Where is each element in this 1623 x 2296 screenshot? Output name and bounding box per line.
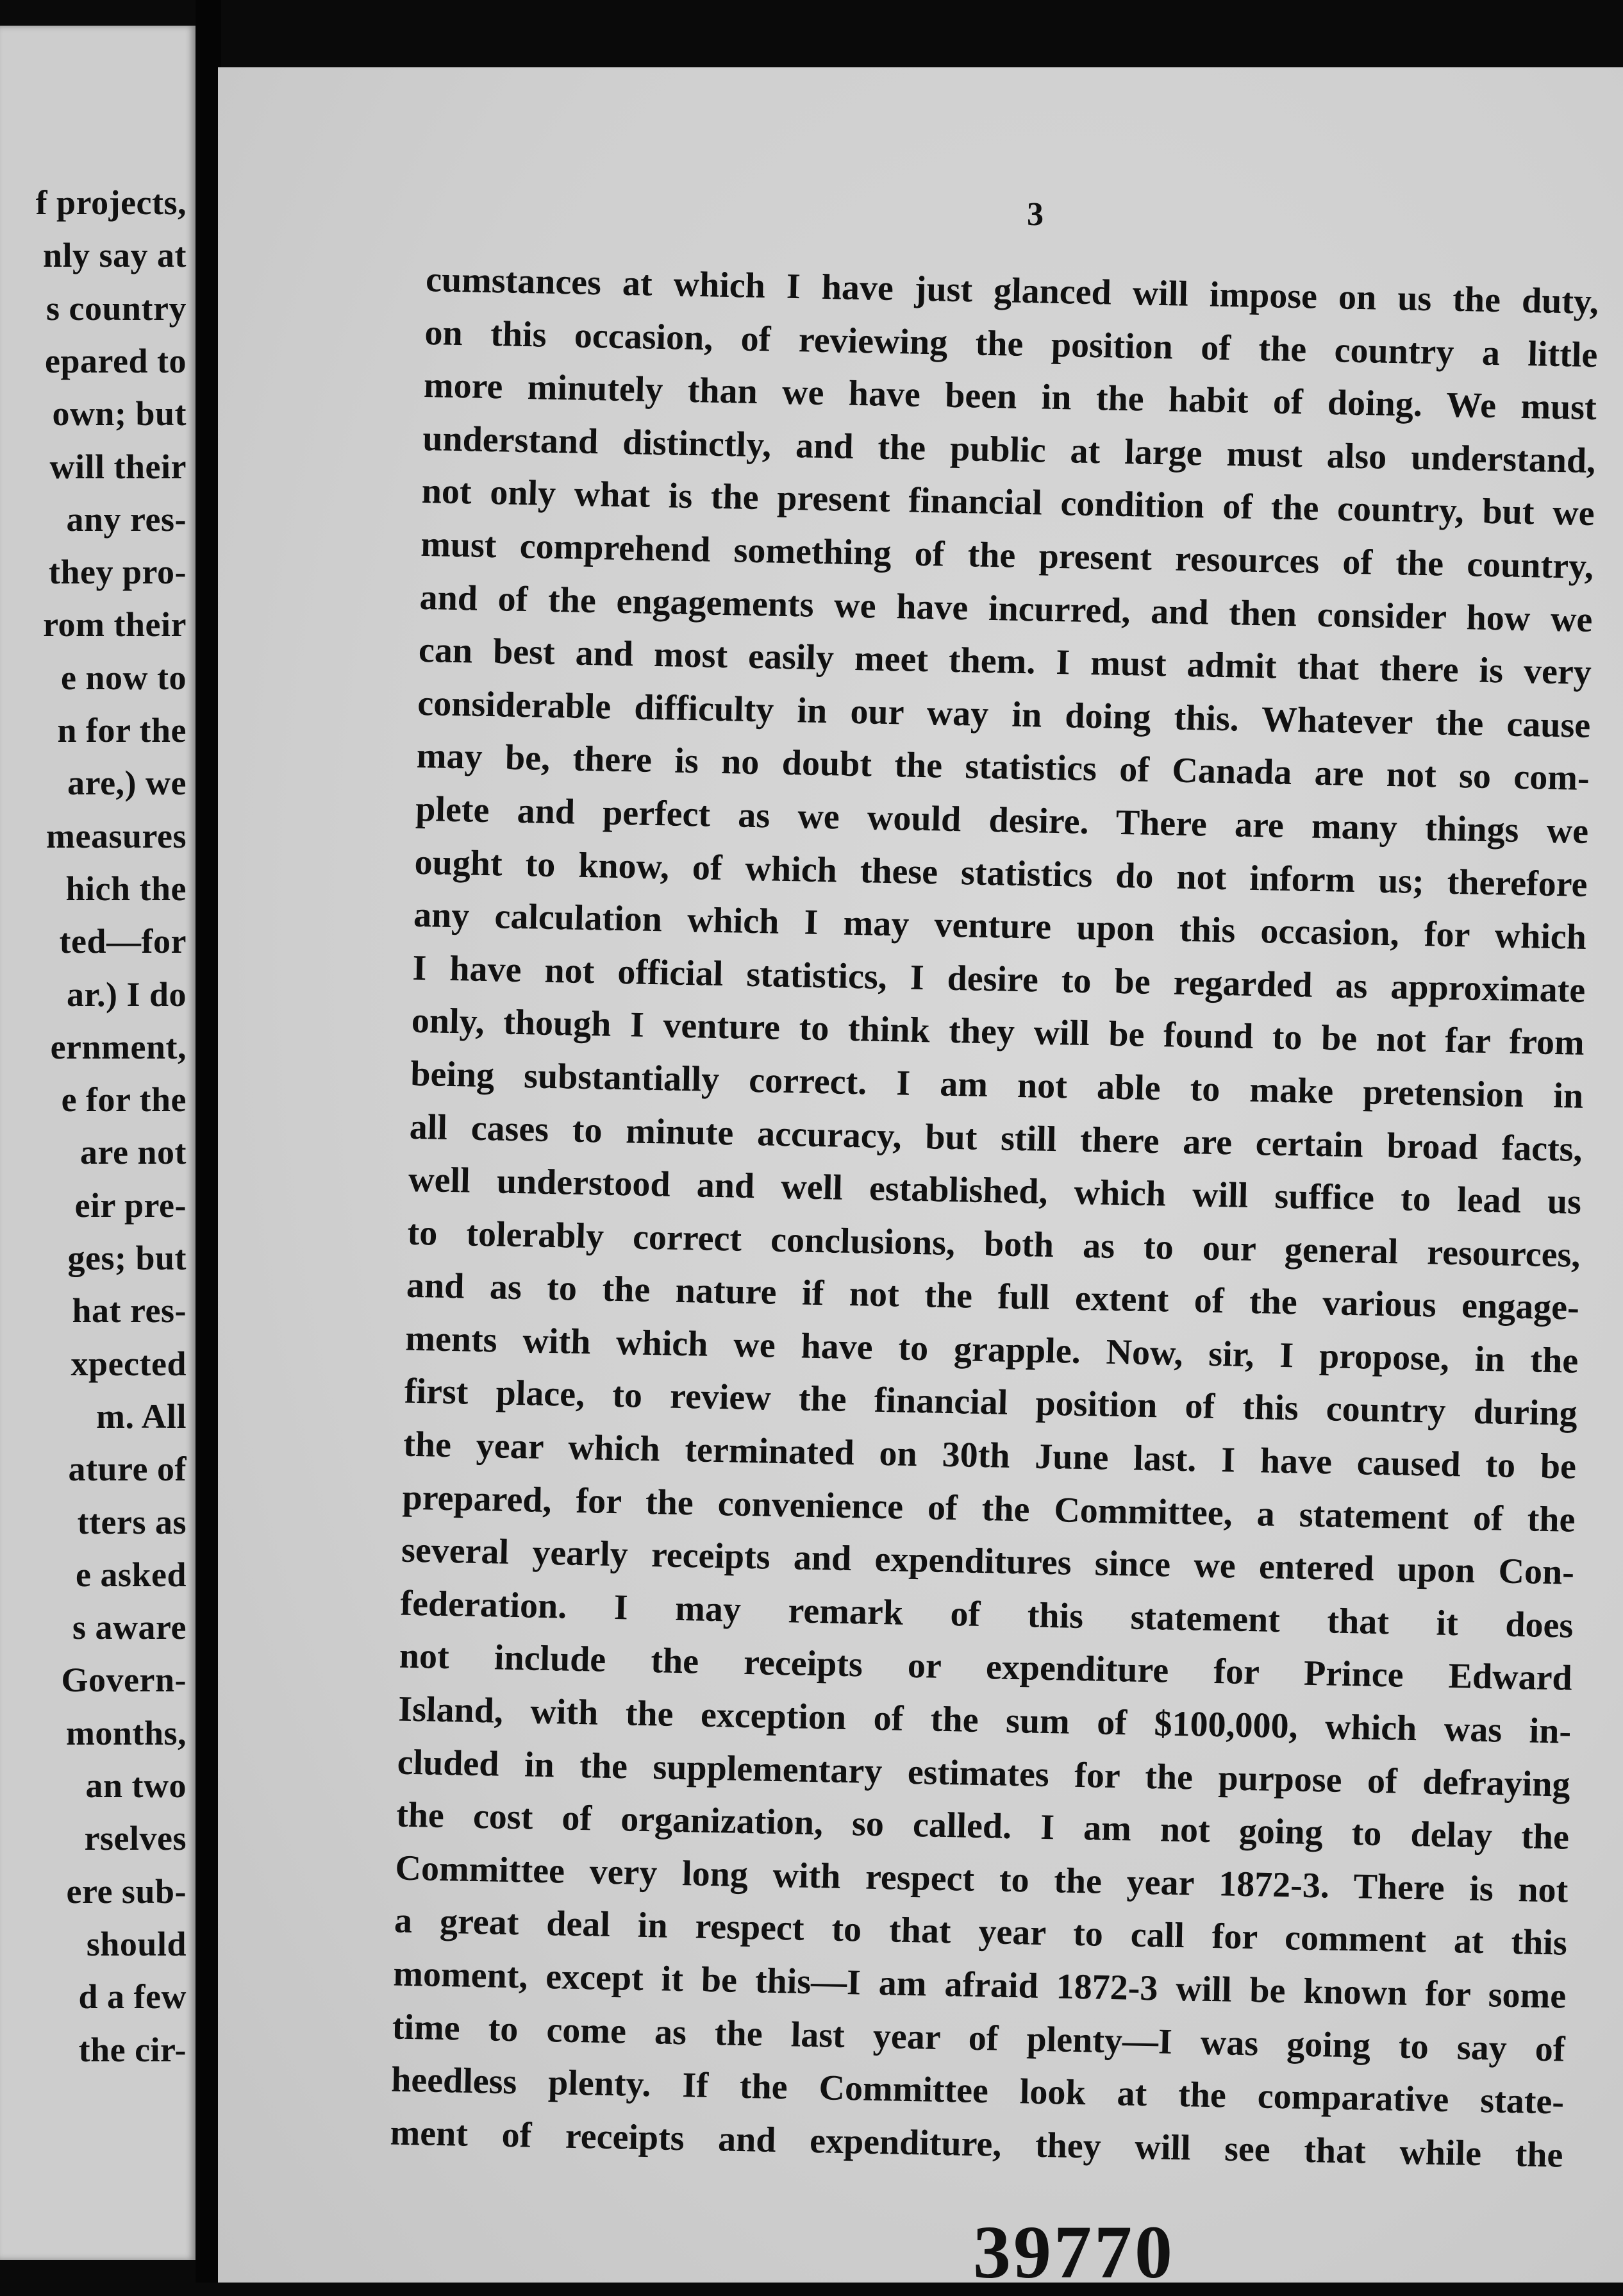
text-line: several yearly receipts and expenditures since we entered upon Con- <box>401 1530 1575 1593</box>
text-line: federation. I may remark of this statement that it does <box>399 1583 1574 1646</box>
left-page-fragment: n for the <box>57 711 187 750</box>
archive-stamp-number: 39770 <box>973 2210 1175 2294</box>
text-line: prepared, for the convenience of the Committee, a statement of the <box>402 1477 1576 1540</box>
book-spine <box>196 0 221 2283</box>
left-page-fragment: ature of <box>68 1450 187 1489</box>
left-page-fragment: e now to <box>61 658 187 697</box>
left-page-fragment: the cir- <box>78 2030 187 2069</box>
left-page-fragment: should <box>86 1924 187 1963</box>
left-page-fragment: Govern- <box>61 1661 187 1700</box>
text-line: Committee very long with respect to the year 1872-3. There is not <box>395 1848 1569 1911</box>
left-page-fragment: they pro- <box>49 553 187 592</box>
left-page-fragment: hat res- <box>72 1291 187 1330</box>
text-line: and as to the nature if not the full extent of the various engage- <box>406 1265 1580 1328</box>
text-line: well understood and well established, which will suffice to lead us <box>408 1159 1582 1222</box>
text-line: considerable difficulty in our way in doing this. Whatever the cause <box>417 683 1591 746</box>
text-line: to tolerably correct conclusions, both as to our general resources, <box>407 1212 1581 1275</box>
left-page-fragment: e for the <box>61 1080 187 1119</box>
page-number: 3 <box>1027 196 1044 233</box>
left-page-fragment: d a few <box>78 1977 187 2016</box>
text-line: not include the receipts or expenditure for Prince Edward <box>399 1636 1573 1699</box>
left-page-fragment: tters as <box>77 1502 187 1541</box>
text-line: I have not official statistics, I desire to be regarded as approximate <box>412 948 1586 1010</box>
text-line: can best and most easily meet them. I must admit that there is very <box>418 630 1592 693</box>
text-line: the cost of organization, so called. I am not going to delay the <box>395 1795 1570 1857</box>
left-page-fragment: will their <box>49 447 187 486</box>
left-page-fragment: ted—for <box>59 922 187 961</box>
left-page-fragment: epared to <box>45 341 187 380</box>
text-line: more minutely than we have been in the habit of doing. We must <box>423 365 1597 428</box>
text-line: all cases to minute accuracy, but still there are certain broad facts, <box>409 1107 1583 1169</box>
left-page-fragment: are,) we <box>67 764 187 803</box>
text-line: time to come as the last year of plenty—I was going to say of <box>392 2007 1566 2070</box>
left-page-fragment: rom their <box>43 605 187 644</box>
left-page-fragment: months, <box>65 1713 187 1752</box>
left-page-fragment: hich the <box>65 869 187 908</box>
text-line: must comprehend something of the present resources of the country, <box>420 524 1594 587</box>
text-line: a great deal in respect to that year to call for comment at this <box>394 1900 1568 1964</box>
left-page-fragment: f projects, <box>35 183 187 222</box>
left-page-fragment: any res- <box>66 499 187 539</box>
left-page-fragment: s country <box>46 289 187 328</box>
left-page-fragment: own; but <box>52 394 187 433</box>
left-page-fragment: are not <box>80 1133 187 1172</box>
text-line: and of the engagements we have incurred, and then consider how we <box>419 577 1593 640</box>
left-page-fragment: an two <box>85 1766 187 1805</box>
text-line: may be, there is no doubt the statistics of Canada are not so com- <box>416 736 1590 799</box>
left-page-fragment: ernment, <box>50 1027 187 1066</box>
previous-page <box>0 26 196 2260</box>
left-page-fragment: eir pre- <box>74 1186 187 1225</box>
text-line: heedless plenty. If the Committee look at the comparative state- <box>390 2059 1565 2122</box>
left-page-fragment: nly say at <box>42 236 187 275</box>
left-page-fragment: ar.) I do <box>66 975 187 1014</box>
text-line: cumstances at which I have just glanced will impose on us the duty, <box>425 259 1599 323</box>
left-page-fragment: measures <box>46 816 187 855</box>
text-line: being substantially correct. I am not able to make pretension in <box>410 1053 1584 1116</box>
text-line: not only what is the present financial condition of the country, but we <box>421 471 1595 534</box>
text-line: first place, to review the financial position of this country during <box>404 1371 1578 1434</box>
left-page-fragment: s aware <box>72 1608 187 1647</box>
text-line: the year which terminated on 30th June last. I have caused to be <box>403 1424 1577 1487</box>
text-line: ought to know, of which these statistics do not inform us; therefore <box>414 842 1588 905</box>
text-line: any calculation which I may venture upon this occasion, for which <box>413 894 1587 958</box>
text-line: Island, with the exception of the sum of $100,000, which was in- <box>397 1689 1572 1752</box>
text-line: ments with which we have to grapple. Now, sir, I propose, in the <box>404 1318 1579 1381</box>
left-page-fragment: m. All <box>96 1396 187 1436</box>
text-line: cluded in the supplementary estimates for the purpose of defraying <box>397 1742 1571 1805</box>
text-line: ment of receipts and expenditure, they will see that while the <box>390 2113 1563 2175</box>
text-line: understand distinctly, and the public at large must also understand, <box>422 418 1596 481</box>
document-page <box>218 67 1623 2294</box>
left-page-fragment: ere sub- <box>66 1872 187 1911</box>
left-page-fragment: e asked <box>75 1555 187 1594</box>
left-page-fragment: rselves <box>84 1819 187 1858</box>
text-line: only, though I venture to think they will be found to be not far from <box>411 1001 1585 1064</box>
body-text <box>390 253 1599 2182</box>
text-line: moment, except it be this—I am afraid 1872-3 will be known for some <box>392 1954 1567 2016</box>
left-page-fragment: xpected <box>71 1344 187 1383</box>
text-line: plete and perfect as we would desire. There are many things we <box>415 789 1589 851</box>
text-line: on this occasion, of reviewing the position of the country a little <box>424 312 1598 375</box>
left-page-fragment: ges; but <box>67 1239 187 1277</box>
